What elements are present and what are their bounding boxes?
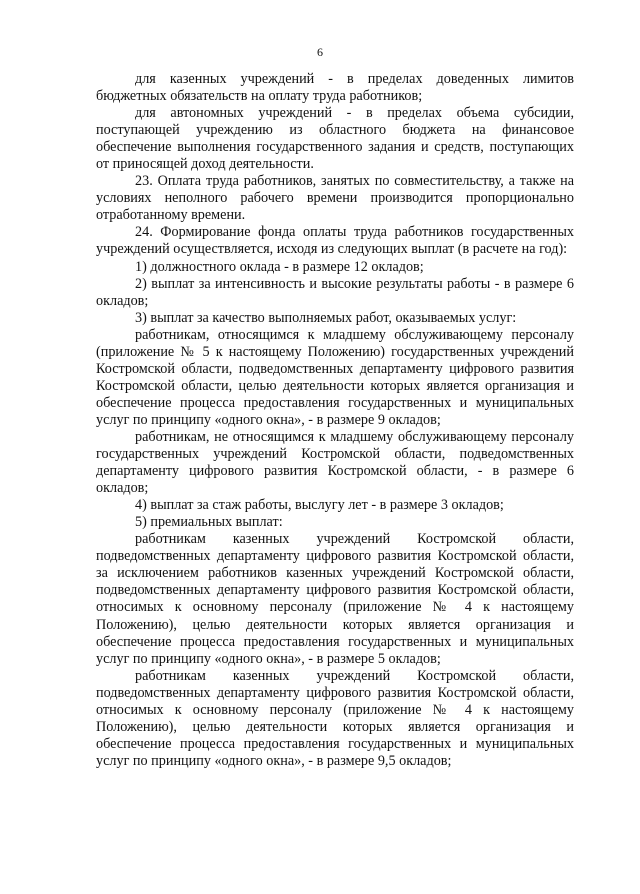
list-item: 3) выплат за качество выполняемых работ, оказываемых услуг: <box>135 309 517 326</box>
paragraph: работникам казенных учреждений Костромской области, подведомственных департаменту цифрового развития Костромской области, за исключением работников казенных учреждений Костромской области, подведомственных департаменту цифрового развития Костромской области, относимых к основному персоналу (приложение № 4 к настоящему Положению), целью деятельности которых является организация и обеспечение процесса предоставления государственных и муниципальных услуг по принципу «одного окна», - в размере 5 окладов; <box>96 531 574 667</box>
list-item: 5) премиальных выплат: <box>135 514 283 531</box>
paragraph: работникам, не относящимся к младшему обслуживающему персоналу государственных учреждений Костромской области, подведомственных департаменту цифрового развития Костромской области, - в размере 6 окладов; <box>96 428 574 497</box>
document-body <box>96 71 574 770</box>
list-item: 4) выплат за стаж работы, выслугу лет - в размере 3 окладов; <box>135 497 504 514</box>
paragraph: для казенных учреждений - в пределах доведенных лимитов бюджетных обязательств на оплату труда работников; <box>96 71 574 105</box>
paragraph: 24. Формирование фонда оплаты труда работников государственных учреждений осуществляется, исходя из следующих выплат (в расчете на год): <box>96 224 574 258</box>
paragraph: работникам, относящимся к младшему обслуживающему персоналу (приложение № 5 к настоящему Положению) государственных учреждений Костромской области, подведомственных департаменту цифрового развития Костромской области, целью деятельности которых является организация и обеспечение процесса предоставления государственных и муниципальных услуг по принципу «одного окна», - в размере 9 окладов; <box>96 326 574 428</box>
list-item: 2) выплат за интенсивность и высокие результаты работы - в размере 6 окладов; <box>96 275 574 309</box>
paragraph: работникам казенных учреждений Костромской области, подведомственных департаменту цифрового развития Костромской области, относимых к основному персоналу (приложение № 4 к настоящему Положению), целью деятельности которых является организация и обеспечение процесса предоставления государственных и муниципальных услуг по принципу «одного окна», - в размере 9,5 окладов; <box>96 667 574 769</box>
paragraph: для автономных учреждений - в пределах объема субсидии, поступающей учреждению из областного бюджета на финансовое обеспечение выполнения государственного задания и средств, поступающих от приносящей доход деятельности. <box>96 105 574 173</box>
page-number: 6 <box>317 45 323 59</box>
list-item: 1) должностного оклада - в размере 12 окладов; <box>135 258 424 275</box>
paragraph: 23. Оплата труда работников, занятых по совместительству, а также на условиях неполного рабочего времени производится пропорционально отработанному времени. <box>96 173 574 224</box>
